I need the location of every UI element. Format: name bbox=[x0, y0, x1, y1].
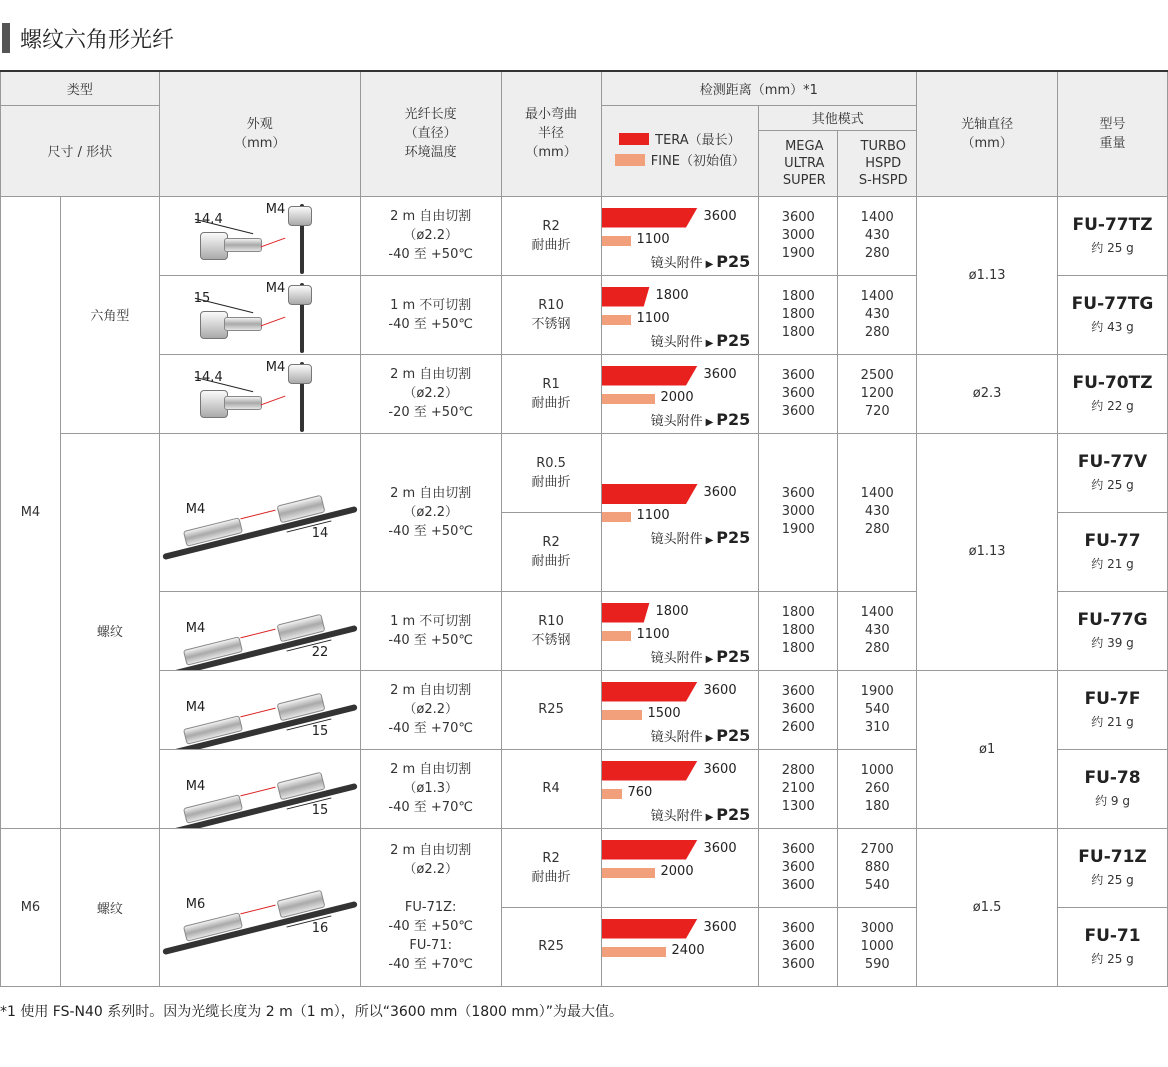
product-illustration bbox=[160, 434, 360, 590]
model-cell bbox=[1058, 512, 1168, 591]
legend-tera: TERA（最长） bbox=[655, 132, 741, 148]
tera-value: 3600 bbox=[703, 366, 737, 382]
axis-diameter-cell: ø2.3 bbox=[917, 354, 1058, 433]
model-weight: 约 25 g bbox=[1091, 478, 1134, 492]
model-weight: 约 25 g bbox=[1091, 873, 1134, 887]
tera-value: 1800 bbox=[655, 603, 689, 619]
product-illustration bbox=[160, 751, 360, 827]
model-weight: 约 43 g bbox=[1091, 320, 1134, 334]
tera-swatch bbox=[619, 133, 649, 145]
thread-label: M4 bbox=[265, 359, 286, 375]
bend-radius-cell: R0.5 耐曲折 bbox=[501, 433, 601, 512]
fine-value: 1100 bbox=[636, 231, 670, 247]
product-illustration bbox=[160, 356, 360, 432]
thread-label: M4 bbox=[185, 620, 206, 636]
fine-value: 1500 bbox=[647, 705, 681, 721]
model-name: FU-70TZ bbox=[1072, 373, 1153, 393]
header-fiber-length: 光纤长度 （直径） 环境温度 bbox=[360, 71, 501, 196]
model-weight: 约 39 g bbox=[1091, 636, 1134, 650]
fine-bar bbox=[602, 868, 655, 878]
sensor-body bbox=[224, 238, 262, 252]
triangle-right-icon: ▶ bbox=[705, 416, 714, 428]
modes-b-cell: 1400 430 280 bbox=[838, 433, 917, 591]
modes-b-cell: 1400 430 280 bbox=[838, 196, 917, 275]
tera-bar bbox=[602, 919, 698, 939]
fiber-connector bbox=[288, 206, 312, 226]
triangle-right-icon: ▶ bbox=[705, 535, 714, 546]
lens-attachment-ref bbox=[651, 410, 751, 429]
fine-bar bbox=[602, 631, 631, 641]
model-cell bbox=[1058, 670, 1168, 749]
tera-value: 3600 bbox=[703, 919, 737, 935]
fiber-length-cell: 2 m 自由切割 （ø2.2） FU-71Z: -40 至 +50℃ FU-71: -40 至 +70℃ bbox=[360, 828, 501, 986]
header-size-shape: 尺寸 / 形状 bbox=[1, 105, 160, 196]
model-weight: 约 21 g bbox=[1091, 715, 1134, 729]
model-weight: 约 9 g bbox=[1095, 794, 1130, 808]
tera-value: 3600 bbox=[703, 208, 737, 224]
lens-attachment-label: 镜头附件 bbox=[650, 650, 703, 666]
bend-radius-cell: R2 耐曲折 bbox=[501, 828, 601, 907]
dimension-label: 22 bbox=[311, 644, 329, 660]
dimension-label: 14 bbox=[311, 526, 329, 541]
modes-b-cell: 2700 880 540 bbox=[838, 828, 917, 907]
axis-diameter-cell: ø1.13 bbox=[917, 433, 1058, 670]
model-name: FU-77TG bbox=[1071, 294, 1154, 314]
fine-bar bbox=[602, 394, 655, 404]
axis-diameter-cell: ø1 bbox=[917, 670, 1058, 828]
model-name: FU-77 bbox=[1084, 531, 1141, 551]
fiber-connector bbox=[288, 364, 312, 384]
page-title bbox=[0, 20, 174, 56]
fine-value: 2000 bbox=[660, 389, 694, 405]
thread-label: M4 bbox=[265, 201, 286, 217]
lens-attachment-label: 镜头附件 bbox=[650, 334, 703, 350]
modes-a-cell: 3600 3000 1900 bbox=[759, 196, 838, 275]
distance-bars bbox=[602, 474, 759, 550]
shape-cell-thread: 螺纹 bbox=[60, 433, 159, 828]
tera-value: 3600 bbox=[703, 485, 737, 500]
modes-a-cell: 3600 3600 3600 bbox=[759, 907, 838, 986]
distance-cell bbox=[601, 907, 759, 986]
fine-value: 2400 bbox=[671, 942, 705, 958]
lens-attachment-label: 镜头附件 bbox=[650, 255, 703, 271]
model-weight: 约 21 g bbox=[1091, 557, 1134, 571]
product-image bbox=[159, 433, 360, 591]
fine-bar bbox=[602, 315, 631, 325]
header-model-weight: 型号 重量 bbox=[1058, 71, 1168, 196]
lens-attachment-ref bbox=[651, 805, 751, 824]
model-cell bbox=[1058, 433, 1168, 512]
header-other-modes: 其他模式 bbox=[759, 105, 917, 130]
axis-diameter-cell: ø1.13 bbox=[917, 196, 1058, 354]
axis-diameter-cell: ø1.5 bbox=[917, 828, 1058, 986]
dimension-label: 15 bbox=[311, 802, 329, 818]
lens-page-ref: P25 bbox=[716, 646, 751, 666]
distance-bars bbox=[602, 356, 759, 432]
header-distance: 检测距离（mm）*1 bbox=[601, 71, 917, 105]
bend-radius-cell: R10 不锈钢 bbox=[501, 275, 601, 354]
model-name: FU-71 bbox=[1084, 926, 1141, 946]
distance-cell bbox=[601, 670, 759, 749]
model-name: FU-7F bbox=[1084, 689, 1141, 709]
dimension-label: 15 bbox=[193, 290, 211, 306]
modes-a-cell: 3600 3600 2600 bbox=[759, 670, 838, 749]
product-image bbox=[159, 670, 360, 749]
lens-page-ref: P25 bbox=[716, 330, 751, 350]
modes-b-cell: 1900 540 310 bbox=[838, 670, 917, 749]
model-name: FU-77TZ bbox=[1072, 215, 1153, 235]
header-axis-diameter: 光轴直径 （mm） bbox=[917, 71, 1058, 196]
model-cell bbox=[1058, 196, 1168, 275]
product-image bbox=[159, 275, 360, 354]
triangle-right-icon: ▶ bbox=[705, 732, 714, 744]
modes-b-cell: 3000 1000 590 bbox=[838, 907, 917, 986]
model-name: FU-77G bbox=[1077, 610, 1148, 630]
lens-page-ref: P25 bbox=[716, 409, 751, 429]
sensor-body bbox=[224, 396, 262, 410]
modes-b-cell: 1000 260 180 bbox=[838, 749, 917, 828]
lens-attachment-ref bbox=[651, 528, 751, 547]
product-illustration bbox=[160, 829, 360, 985]
tera-value: 3600 bbox=[703, 761, 737, 777]
fine-bar bbox=[602, 236, 631, 246]
lens-page-ref: P25 bbox=[716, 725, 751, 745]
distance-cell bbox=[601, 354, 759, 433]
triangle-right-icon: ▶ bbox=[705, 337, 714, 349]
distance-bars bbox=[602, 909, 759, 985]
model-cell bbox=[1058, 749, 1168, 828]
modes-a-cell: 3600 3000 1900 bbox=[759, 433, 838, 591]
footnote: *1 使用 FS-N40 系列时。因为光缆长度为 2 m（1 m），所以“3600 mm（1800 mm）”为最大值。 bbox=[0, 1004, 623, 1020]
lens-attachment-ref bbox=[651, 331, 751, 350]
fine-bar bbox=[602, 789, 622, 799]
dimension-label: 14.4 bbox=[193, 369, 223, 385]
product-image bbox=[159, 196, 360, 275]
header-type: 类型 bbox=[1, 71, 160, 105]
modes-a-cell: 2800 2100 1300 bbox=[759, 749, 838, 828]
title-bar-marker bbox=[2, 23, 10, 53]
tera-bar bbox=[602, 761, 698, 781]
size-cell-m6: M6 bbox=[1, 828, 61, 986]
spec-table bbox=[0, 70, 1168, 987]
bend-radius-cell: R25 bbox=[501, 907, 601, 986]
lens-page-ref: P25 bbox=[716, 528, 751, 547]
bend-radius-cell: R4 bbox=[501, 749, 601, 828]
fine-swatch bbox=[615, 154, 645, 166]
distance-legend bbox=[601, 105, 759, 196]
fine-bar bbox=[602, 710, 642, 720]
legend-fine: FINE（初始值） bbox=[650, 153, 746, 169]
tera-bar bbox=[602, 366, 698, 386]
distance-cell bbox=[601, 591, 759, 670]
triangle-right-icon: ▶ bbox=[705, 258, 714, 270]
modes-a-cell: 1800 1800 1800 bbox=[759, 275, 838, 354]
distance-bars bbox=[602, 751, 759, 827]
thread-label: M6 bbox=[185, 897, 206, 912]
modes-b-cell: 1400 430 280 bbox=[838, 275, 917, 354]
tera-bar bbox=[602, 484, 698, 504]
dimension-label: 14.4 bbox=[193, 211, 223, 227]
thread-label: M4 bbox=[265, 280, 286, 296]
fiber-length-cell: 2 m 自由切割 （ø2.2） -40 至 +50℃ bbox=[360, 433, 501, 591]
tera-bar bbox=[602, 208, 698, 228]
header-appearance: 外观 （mm） bbox=[159, 71, 360, 196]
fine-bar bbox=[602, 947, 666, 957]
product-illustration bbox=[160, 593, 360, 669]
pointer-arrow bbox=[260, 237, 285, 247]
lens-attachment-ref bbox=[651, 252, 751, 271]
lens-attachment-label: 镜头附件 bbox=[650, 808, 703, 824]
model-weight: 约 25 g bbox=[1091, 952, 1134, 966]
fiber-length-cell: 1 m 不可切割 -40 至 +50℃ bbox=[360, 275, 501, 354]
distance-bars bbox=[602, 830, 759, 906]
modes-a-cell: 1800 1800 1800 bbox=[759, 591, 838, 670]
model-weight: 约 22 g bbox=[1091, 399, 1134, 413]
dimension-label: 15 bbox=[311, 723, 329, 739]
tera-bar bbox=[602, 682, 698, 702]
lens-attachment-ref bbox=[651, 647, 751, 666]
tera-bar bbox=[602, 603, 650, 623]
lens-attachment-label: 镜头附件 bbox=[650, 532, 703, 547]
fiber-length-cell: 2 m 自由切割 （ø1.3） -40 至 +70℃ bbox=[360, 749, 501, 828]
tera-bar bbox=[602, 840, 698, 860]
fiber-length-cell: 2 m 自由切割 （ø2.2） -20 至 +50℃ bbox=[360, 354, 501, 433]
distance-bars bbox=[602, 593, 759, 669]
modes-b-cell: 1400 430 280 bbox=[838, 591, 917, 670]
product-illustration bbox=[160, 198, 360, 274]
tera-value: 1800 bbox=[655, 287, 689, 303]
model-name: FU-78 bbox=[1084, 768, 1141, 788]
model-name: FU-77V bbox=[1077, 452, 1148, 472]
distance-bars bbox=[602, 672, 759, 748]
tera-value: 3600 bbox=[703, 840, 737, 856]
bend-radius-cell: R1 耐曲折 bbox=[501, 354, 601, 433]
lens-attachment-label: 镜头附件 bbox=[650, 729, 703, 745]
model-weight: 约 25 g bbox=[1091, 241, 1134, 255]
triangle-right-icon: ▶ bbox=[705, 811, 714, 823]
modes-b-cell: 2500 1200 720 bbox=[838, 354, 917, 433]
sensor-body bbox=[224, 317, 262, 331]
pointer-arrow bbox=[240, 628, 275, 638]
fine-value: 1100 bbox=[636, 508, 670, 523]
tera-value: 3600 bbox=[703, 682, 737, 698]
triangle-right-icon: ▶ bbox=[705, 653, 714, 665]
product-image bbox=[159, 749, 360, 828]
modes-a-cell: 3600 3600 3600 bbox=[759, 828, 838, 907]
page-title-text: 螺纹六角形光纤 bbox=[20, 27, 175, 53]
fiber-connector bbox=[288, 285, 312, 305]
shape-cell-hex: 六角型 bbox=[60, 196, 159, 433]
fine-value: 2000 bbox=[660, 863, 694, 879]
lens-attachment-label: 镜头附件 bbox=[650, 413, 703, 429]
model-cell bbox=[1058, 591, 1168, 670]
pointer-arrow bbox=[240, 510, 275, 520]
header-mode-b: TURBO HSPD S-HSPD bbox=[838, 130, 917, 196]
header-mode-a: MEGA ULTRA SUPER bbox=[759, 130, 838, 196]
product-image bbox=[159, 591, 360, 670]
model-cell bbox=[1058, 354, 1168, 433]
distance-bars bbox=[602, 198, 759, 274]
product-illustration bbox=[160, 277, 360, 353]
thread-label: M4 bbox=[185, 778, 206, 794]
bend-radius-cell: R25 bbox=[501, 670, 601, 749]
distance-cell bbox=[601, 275, 759, 354]
model-cell bbox=[1058, 907, 1168, 986]
distance-bars bbox=[602, 277, 759, 353]
fiber-length-cell: 1 m 不可切割 -40 至 +50℃ bbox=[360, 591, 501, 670]
lens-attachment-ref bbox=[651, 726, 751, 745]
fiber-length-cell: 2 m 自由切割 （ø2.2） -40 至 +50℃ bbox=[360, 196, 501, 275]
pointer-arrow bbox=[260, 316, 285, 326]
product-image bbox=[159, 828, 360, 986]
distance-cell bbox=[601, 828, 759, 907]
model-cell bbox=[1058, 828, 1168, 907]
shape-cell-thread-m6: 螺纹 bbox=[60, 828, 159, 986]
bend-radius-cell: R10 不锈钢 bbox=[501, 591, 601, 670]
pointer-arrow bbox=[260, 395, 285, 405]
thread-label: M4 bbox=[185, 699, 206, 715]
bend-radius-cell: R2 耐曲折 bbox=[501, 512, 601, 591]
pointer-arrow bbox=[240, 905, 275, 915]
fine-value: 760 bbox=[627, 784, 653, 800]
fine-value: 1100 bbox=[636, 310, 670, 326]
product-image bbox=[159, 354, 360, 433]
distance-cell bbox=[601, 749, 759, 828]
product-illustration bbox=[160, 672, 360, 748]
fiber-length-cell: 2 m 自由切割 （ø2.2） -40 至 +70℃ bbox=[360, 670, 501, 749]
pointer-arrow bbox=[240, 786, 275, 796]
lens-page-ref: P25 bbox=[716, 251, 751, 271]
lens-page-ref: P25 bbox=[716, 804, 751, 824]
fine-value: 1100 bbox=[636, 626, 670, 642]
tera-bar bbox=[602, 287, 650, 307]
header-bend-radius: 最小弯曲 半径 （mm） bbox=[501, 71, 601, 196]
fine-bar bbox=[602, 512, 631, 522]
modes-a-cell: 3600 3600 3600 bbox=[759, 354, 838, 433]
pointer-arrow bbox=[240, 707, 275, 717]
size-cell-m4: M4 bbox=[1, 196, 61, 828]
dimension-label: 16 bbox=[311, 921, 329, 936]
model-cell bbox=[1058, 275, 1168, 354]
model-name: FU-71Z bbox=[1078, 847, 1147, 867]
bend-radius-cell: R2 耐曲折 bbox=[501, 196, 601, 275]
distance-cell bbox=[601, 196, 759, 275]
distance-cell bbox=[601, 433, 759, 591]
thread-label: M4 bbox=[185, 502, 206, 517]
